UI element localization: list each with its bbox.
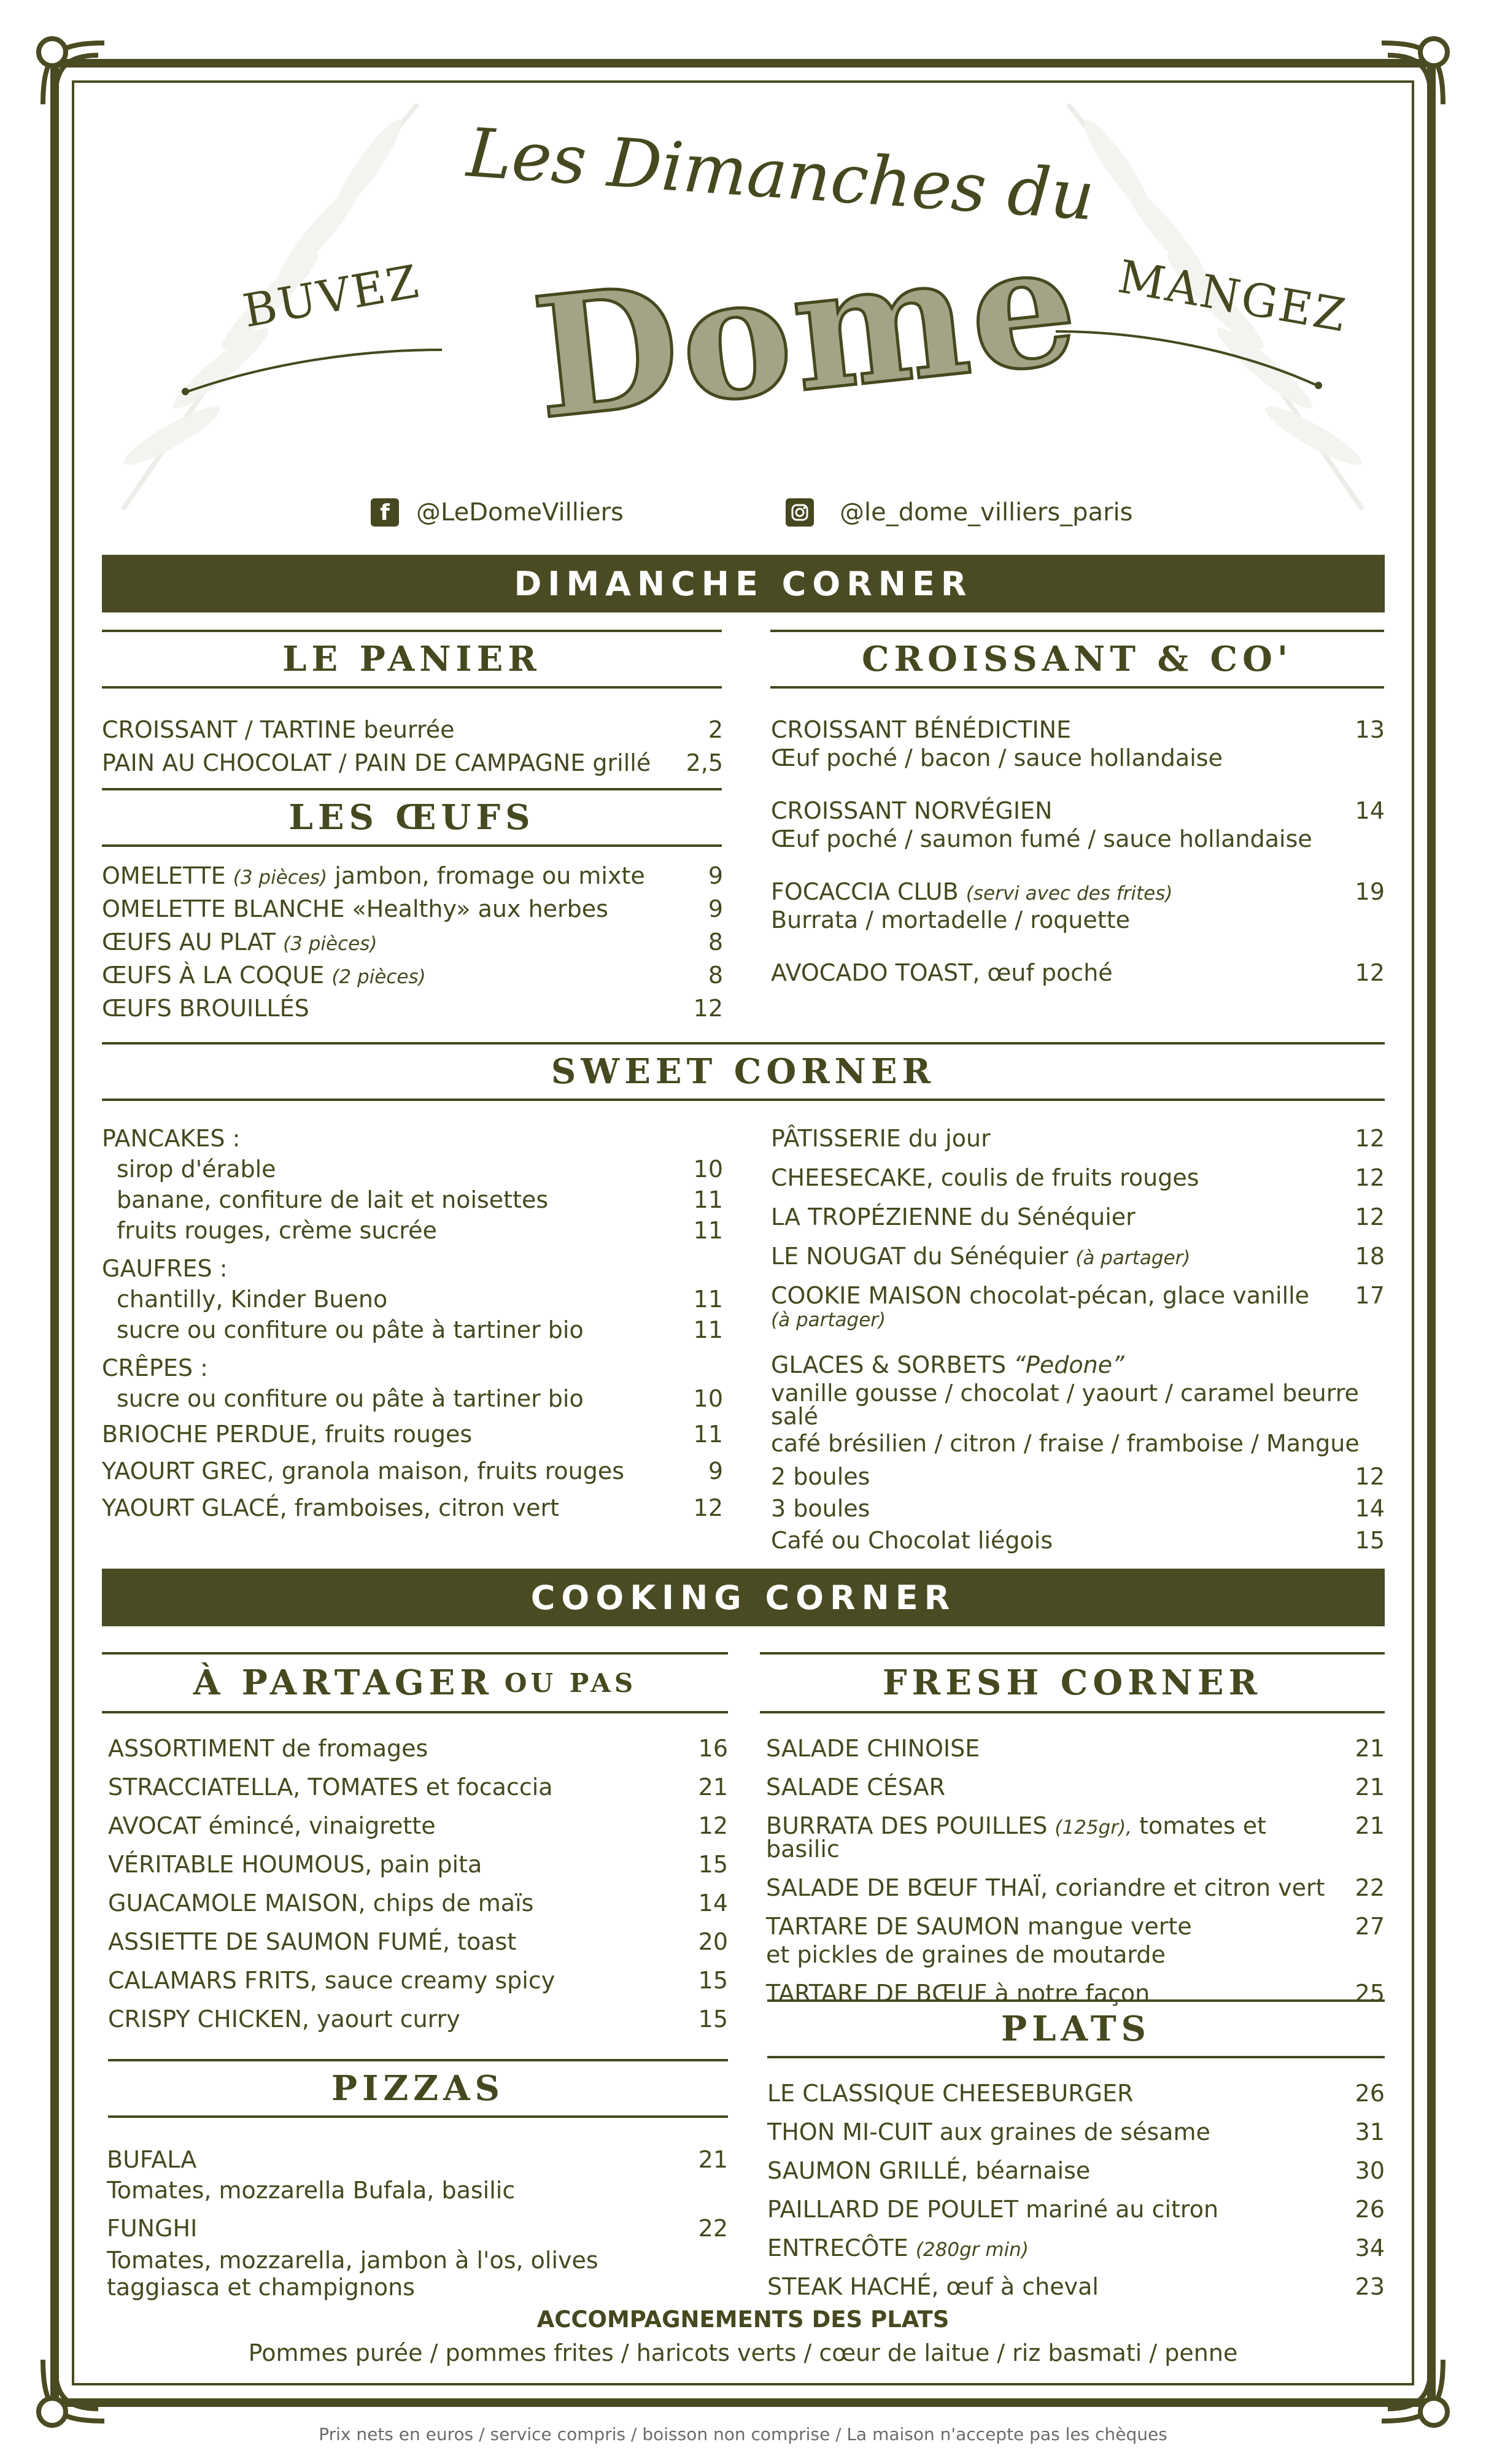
list-item: AVOCAT émincé, vinaigrette 12 xyxy=(108,1812,728,1839)
glaces-brand: “Pedone” xyxy=(1013,1351,1124,1378)
list-item: ŒUFS À LA COQUE (2 pièces) 8 xyxy=(102,962,723,989)
list-item: CROISSANT BÉNÉDICTINE Œuf poché / bacon / sauce hollandaise 13 xyxy=(771,716,1385,771)
legal-notice: Prix nets en euros / service compris / boisson non comprise / La maison n'accepte pas les chèques xyxy=(319,2424,1167,2444)
list-item: GAUFRES : xyxy=(102,1255,228,1282)
list-item: TARTARE DE SAUMON mangue verte et pickles de graines de moutarde 27 xyxy=(766,1913,1385,1968)
partager-list xyxy=(108,1737,728,2031)
list-item: sirop d'érable 10 xyxy=(117,1156,723,1183)
glaces-flavors-1: vanille gousse / chocolat / yaourt / caramel beurre salé xyxy=(771,1380,1359,1430)
list-item: OMELETTE BLANCHE «Healthy» aux herbes 9 xyxy=(102,895,723,922)
list-item: LA TROPÉZIENNE du Sénéquier 12 xyxy=(771,1203,1385,1230)
band-dimanche-corner: DIMANCHE CORNER xyxy=(102,555,1385,612)
title-main: Dome xyxy=(525,205,1088,457)
section-croissant-co: CROISSANT & CO' xyxy=(770,630,1384,689)
glaces-block xyxy=(771,1353,1385,1552)
section-sweet-corner: SWEET CORNER xyxy=(102,1042,1385,1101)
section-le-panier: LE PANIER xyxy=(102,630,722,689)
list-item: PANCAKES : xyxy=(102,1125,241,1152)
list-item: SAUMON GRILLÉ, béarnaise 30 xyxy=(767,2157,1385,2184)
instagram-icon xyxy=(786,498,814,527)
list-item: BUFALA Tomates, mozzarella Bufala, basilic 21 xyxy=(107,2146,728,2204)
list-item: ŒUFS AU PLAT (3 pièces) 8 xyxy=(102,929,723,956)
list-item: banane, confiture de lait et noisettes 11 xyxy=(117,1186,723,1213)
glaces-title: GLACES & SORBETS xyxy=(771,1351,1007,1378)
section-les-oeufs: LES ŒUFS xyxy=(102,788,722,847)
list-item: ASSORTIMENT de fromages 16 xyxy=(108,1735,728,1762)
list-item: OMELETTE (3 pièces) jambon, fromage ou mixte 9 xyxy=(102,862,723,889)
section-pizzas: PIZZAS xyxy=(108,2059,728,2118)
list-item: SALADE CHINOISE 21 xyxy=(766,1735,1385,1762)
list-item: ŒUFS BROUILLÉS 12 xyxy=(102,995,723,1022)
list-item: STEAK HACHÉ, œuf à cheval 23 xyxy=(767,2273,1385,2300)
list-item: sucre ou confiture ou pâte à tartiner bio 10 xyxy=(117,1385,723,1412)
instagram-text: @le_dome_villiers_paris xyxy=(840,498,1133,527)
pizzas-list xyxy=(107,2148,728,2301)
list-item: chantilly, Kinder Bueno 11 xyxy=(117,1286,723,1313)
flourish-right-icon xyxy=(1043,319,1326,393)
facebook-text: @LeDomeVilliers xyxy=(416,498,624,527)
list-item: BRIOCHE PERDUE, fruits rouges 11 xyxy=(102,1421,723,1448)
list-item: STRACCIATELLA, TOMATES et focaccia 21 xyxy=(108,1774,728,1801)
list-item: CRÊPES : xyxy=(102,1354,208,1381)
list-item: 3 boules 14 xyxy=(771,1495,1385,1522)
mangez-label: MANGEZ xyxy=(1114,250,1352,343)
accompagnements-list: Pommes purée / pommes frites / haricots verts / cœur de laitue / riz basmati / penne xyxy=(248,2339,1238,2366)
band-cooking-corner: COOKING CORNER xyxy=(102,1569,1385,1626)
croissant-list xyxy=(771,718,1385,984)
list-item: CHEESECAKE, coulis de fruits rouges 12 xyxy=(771,1164,1385,1191)
list-item: THON MI-CUIT aux graines de sésame 31 xyxy=(767,2118,1385,2145)
list-item: ASSIETTE DE SAUMON FUMÉ, toast 20 xyxy=(108,1928,728,1955)
list-item: TARTARE DE BŒUF à notre façon 25 xyxy=(766,1980,1385,2007)
section-plats: PLATS xyxy=(767,1999,1385,2058)
list-item: VÉRITABLE HOUMOUS, pain pita 15 xyxy=(108,1851,728,1878)
sweet-left-list xyxy=(102,1127,723,1520)
list-item: sucre ou confiture ou pâte à tartiner bio 11 xyxy=(117,1316,723,1343)
list-item: LE CLASSIQUE CHEESEBURGER 26 xyxy=(767,2080,1385,2107)
list-item: BURRATA DES POUILLES (125gr), tomates et basilic 21 xyxy=(766,1812,1385,1863)
fresh-list xyxy=(766,1737,1385,2005)
list-item: CALAMARS FRITS, sauce creamy spicy 15 xyxy=(108,1967,728,1994)
list-item: FUNGHI Tomates, mozzarella, jambon à l'os, olives taggiasca et champignons 22 xyxy=(107,2215,728,2301)
list-item: CROISSANT NORVÉGIEN Œuf poché / saumon fumé / sauce hollandaise 14 xyxy=(771,797,1385,852)
list-item: PÂTISSERIE du jour 12 xyxy=(771,1125,1385,1152)
plats-list xyxy=(767,2082,1385,2298)
section-a-partager: À PARTAGER OU PAS xyxy=(102,1652,728,1713)
list-item: fruits rouges, crème sucrée 11 xyxy=(117,1217,723,1244)
list-item: YAOURT GREC, granola maison, fruits rouges 9 xyxy=(102,1458,723,1485)
list-item: SALADE CÉSAR 21 xyxy=(766,1774,1385,1801)
section-fresh-corner: FRESH CORNER xyxy=(760,1652,1385,1713)
list-item: LE NOUGAT du Sénéquier (à partager) 18 xyxy=(771,1243,1385,1270)
flourish-left-icon xyxy=(178,331,448,399)
accompagnements-title: ACCOMPAGNEMENTS DES PLATS xyxy=(536,2306,950,2333)
instagram-handle[interactable] xyxy=(786,498,1132,527)
list-item: YAOURT GLACÉ, framboises, citron vert 12 xyxy=(102,1494,723,1521)
title-top: Les Dimanches du xyxy=(464,113,1097,236)
list-item: GUACAMOLE MAISON, chips de maïs 14 xyxy=(108,1890,728,1917)
list-item: CRISPY CHICKEN, yaourt curry 15 xyxy=(108,2006,728,2033)
buvez-label: BUVEZ xyxy=(239,255,424,338)
list-item: CROISSANT / TARTINE beurrée 2 xyxy=(102,716,723,743)
sweet-right-list xyxy=(771,1127,1385,1552)
glaces-flavors-2: café brésilien / citron / fraise / framboise / Mangue xyxy=(771,1430,1360,1457)
panier-list xyxy=(102,718,723,774)
list-item: PAIN AU CHOCOLAT / PAIN DE CAMPAGNE grillé 2,5 xyxy=(102,749,723,776)
list-item: AVOCADO TOAST, œuf poché 12 xyxy=(771,959,1385,986)
facebook-handle[interactable] xyxy=(371,498,624,527)
list-item: Café ou Chocolat liégois 15 xyxy=(771,1527,1385,1554)
list-item: COOKIE MAISON chocolat-pécan, glace vanille (à partager) 17 xyxy=(771,1282,1385,1331)
list-item: 2 boules 12 xyxy=(771,1463,1385,1490)
oeufs-list xyxy=(102,864,723,1020)
list-item: ENTRECÔTE (280gr min) 34 xyxy=(767,2234,1385,2261)
facebook-icon: f xyxy=(371,498,399,527)
list-item: PAILLARD DE POULET mariné au citron 26 xyxy=(767,2196,1385,2223)
list-item: FOCACCIA CLUB (servi avec des frites) Burrata / mortadelle / roquette 19 xyxy=(771,878,1385,933)
list-item: SALADE DE BŒUF THAÏ, coriandre et citron vert 22 xyxy=(766,1874,1385,1901)
